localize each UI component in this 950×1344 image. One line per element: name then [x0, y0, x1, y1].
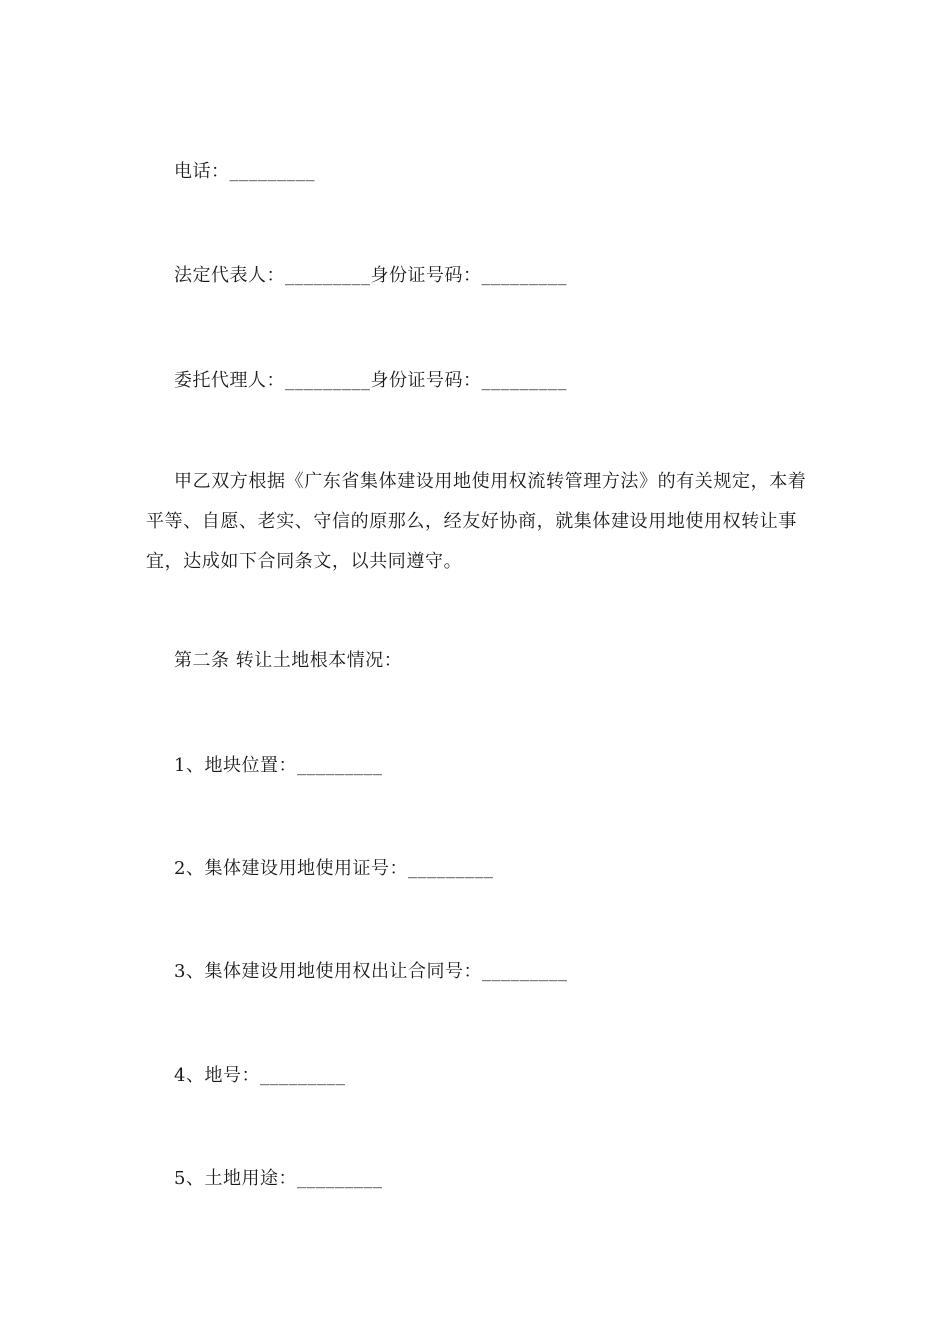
- item-5-land-use: 5、土地用途：_________: [174, 1168, 383, 1189]
- item-3-contract-number: 3、集体建设用地使用权出让合同号：_________: [174, 961, 568, 982]
- item-2-land-certificate-number: 2、集体建设用地使用证号：_________: [174, 858, 494, 879]
- item-1-parcel-location: 1、地块位置：_________: [174, 755, 383, 776]
- legal-representative-line: 法定代表人：_________身份证号码：_________: [174, 265, 567, 286]
- phone-line: 电话：_________: [174, 161, 315, 182]
- authorized-agent-line: 委托代理人：_________身份证号码：_________: [174, 370, 567, 391]
- intro-paragraph: 甲乙双方根据《广东省集体建设用地使用权流转管理方法》的有关规定，本着平等、自愿、老实、守信的原那么，经友好协商，就集体建设用地使用权转让事宜，达成如下合同条文，以共同遵守。: [146, 471, 807, 572]
- item-4-lot-number: 4、地号：_________: [174, 1065, 346, 1086]
- article-2-heading: 第二条 转让土地根本情况：: [174, 650, 403, 671]
